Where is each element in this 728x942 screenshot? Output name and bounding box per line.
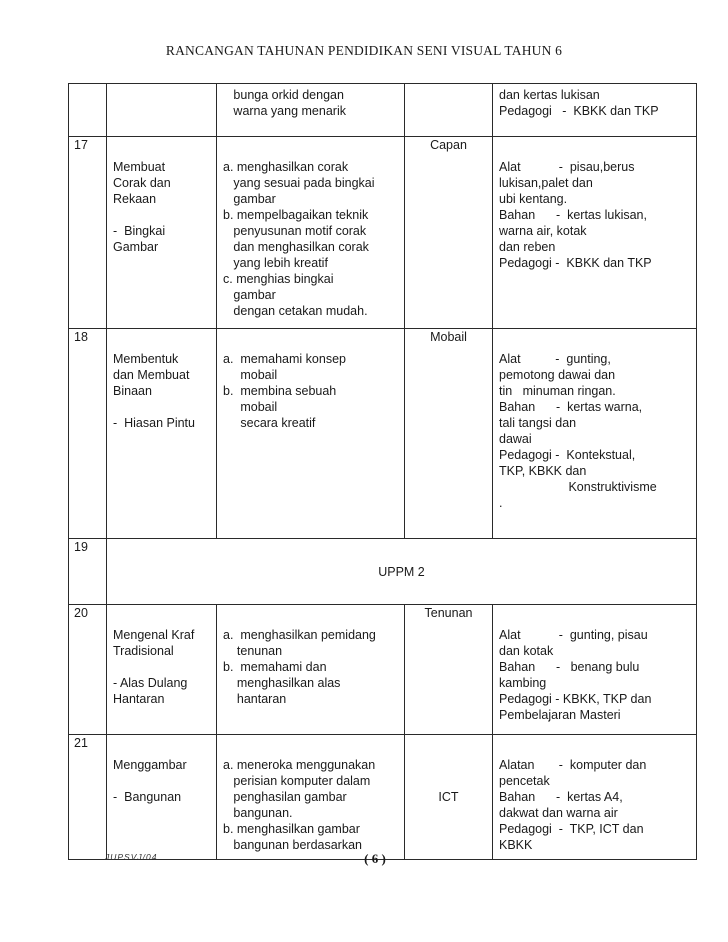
topic-line: Hantaran bbox=[113, 692, 165, 706]
topic-line bbox=[113, 773, 216, 789]
topic-line: Mengenal Kraf bbox=[113, 628, 195, 642]
resources-line: Pedagogi - TKP, ICT dan bbox=[499, 822, 644, 836]
objectives-line: b. mempelbagaikan teknik bbox=[223, 208, 369, 222]
resources-cell bbox=[493, 137, 697, 329]
topic-line: Gambar bbox=[113, 240, 159, 254]
week-number-cell: 20 bbox=[69, 605, 107, 735]
objectives-line: mobail bbox=[223, 368, 278, 382]
week-number-cell: 17 bbox=[69, 137, 107, 329]
resources-cell bbox=[493, 329, 697, 539]
page-header-title: RANCANGAN TAHUNAN PENDIDIKAN SENI VISUAL TAHUN 6 bbox=[165, 43, 563, 58]
resources-line: tali tangsi dan bbox=[499, 416, 577, 430]
objectives-line: b. menghasilkan gambar bbox=[223, 822, 360, 836]
resources-line: dawai bbox=[499, 432, 532, 446]
resources-line: Alat - gunting, pisau bbox=[499, 628, 648, 642]
footer-page-number: ( 6 ) bbox=[364, 851, 386, 866]
objectives-line: a. menghasilkan corak bbox=[223, 160, 349, 174]
objectives-line: a. menghasilkan pemidang bbox=[223, 628, 376, 642]
week-number-cell: 21 bbox=[69, 735, 107, 860]
resources-line: warna air, kotak bbox=[499, 224, 587, 238]
resources-line: kambing bbox=[499, 676, 547, 690]
activity-cell bbox=[405, 84, 493, 137]
resources-line: lukisan,palet dan bbox=[499, 176, 593, 190]
topic-line: - Alas Dulang bbox=[113, 676, 188, 690]
objectives-line: dengan cetakan mudah. bbox=[223, 304, 368, 318]
objectives-line: gambar bbox=[223, 192, 276, 206]
activity-cell: Mobail bbox=[405, 329, 493, 539]
week-number-cell: 19 bbox=[69, 539, 107, 605]
resources-line: TKP, KBKK dan bbox=[499, 464, 587, 478]
table-row bbox=[69, 84, 697, 137]
topic-line: Menggambar bbox=[113, 758, 187, 772]
topic-line bbox=[113, 399, 216, 415]
topic-cell bbox=[107, 605, 217, 735]
topic-line: Rekaan bbox=[113, 192, 157, 206]
topic-line: Membentuk bbox=[113, 352, 179, 366]
topic-line bbox=[113, 659, 216, 675]
resources-line: Bahan - benang bulu bbox=[499, 660, 640, 674]
objectives-line: gambar bbox=[223, 288, 276, 302]
objectives-line: yang lebih kreatif bbox=[223, 256, 328, 270]
table-row bbox=[69, 539, 697, 605]
resources-line: Pedagogi - KBKK dan TKP bbox=[499, 104, 659, 118]
objectives-cell bbox=[217, 735, 405, 860]
objectives-line: tenunan bbox=[223, 644, 283, 658]
resources-line: Alatan - komputer dan bbox=[499, 758, 647, 772]
table-row bbox=[69, 605, 697, 735]
objectives-line: b. membina sebuah bbox=[223, 384, 337, 398]
objectives-line: bangunan berdasarkan bbox=[223, 838, 362, 852]
resources-line: . bbox=[499, 496, 503, 510]
objectives-line: yang sesuai pada bingkai bbox=[223, 176, 375, 190]
objectives-line: bunga orkid dengan bbox=[223, 88, 344, 102]
objectives-line: a. meneroka menggunakan bbox=[223, 758, 376, 772]
footer-document-code: JUPSVJ/04 bbox=[105, 852, 158, 862]
objectives-cell bbox=[217, 605, 405, 735]
topic-line: dan Membuat bbox=[113, 368, 190, 382]
resources-line: ubi kentang. bbox=[499, 192, 568, 206]
topic-line: - Hiasan Pintu bbox=[113, 416, 195, 430]
activity-cell: Capan bbox=[405, 137, 493, 329]
activity-cell: Tenunan bbox=[405, 605, 493, 735]
topic-cell bbox=[107, 84, 217, 137]
objectives-line: c. menghias bingkai bbox=[223, 272, 334, 286]
annual-plan-table bbox=[68, 83, 697, 860]
resources-line: Bahan - kertas A4, bbox=[499, 790, 623, 804]
resources-line: tin minuman ringan. bbox=[499, 384, 616, 398]
topic-cell bbox=[107, 137, 217, 329]
topic-line bbox=[113, 207, 216, 223]
week-number-cell bbox=[69, 84, 107, 137]
resources-line: dan reben bbox=[499, 240, 556, 254]
objectives-line: penghasilan gambar bbox=[223, 790, 347, 804]
resources-line: Pedagogi - KBKK, TKP dan bbox=[499, 692, 652, 706]
objectives-line: b. memahami dan bbox=[223, 660, 327, 674]
resources-line: dan kotak bbox=[499, 644, 554, 658]
objectives-line: warna yang menarik bbox=[223, 104, 346, 118]
merged-assessment-cell: UPPM 2 bbox=[107, 539, 697, 605]
table-row bbox=[69, 735, 697, 860]
resources-line: Bahan - kertas lukisan, bbox=[499, 208, 647, 222]
topic-line: - Bingkai bbox=[113, 224, 166, 238]
topic-line: Corak dan bbox=[113, 176, 171, 190]
resources-line: Bahan - kertas warna, bbox=[499, 400, 643, 414]
resources-line: KBKK bbox=[499, 838, 533, 852]
topic-cell bbox=[107, 329, 217, 539]
resources-line: dan kertas lukisan bbox=[499, 88, 600, 102]
topic-cell bbox=[107, 735, 217, 860]
objectives-cell bbox=[217, 84, 405, 137]
table-row bbox=[69, 137, 697, 329]
objectives-line: penyusunan motif corak bbox=[223, 224, 367, 238]
resources-line: Alat - pisau,berus bbox=[499, 160, 635, 174]
objectives-line: mobail bbox=[223, 400, 278, 414]
objectives-cell bbox=[217, 137, 405, 329]
resources-line: Konstruktivisme bbox=[499, 480, 657, 494]
topic-line: Membuat bbox=[113, 160, 166, 174]
objectives-line: perisian komputer dalam bbox=[223, 774, 371, 788]
topic-line: - Bangunan bbox=[113, 790, 182, 804]
objectives-line: bangunan. bbox=[223, 806, 293, 820]
week-number-cell: 18 bbox=[69, 329, 107, 539]
table-row bbox=[69, 329, 697, 539]
objectives-line: menghasilkan alas bbox=[223, 676, 341, 690]
resources-line: Pedagogi - Kontekstual, bbox=[499, 448, 636, 462]
objectives-cell bbox=[217, 329, 405, 539]
objectives-line: secara kreatif bbox=[223, 416, 316, 430]
activity-cell: ICT bbox=[405, 735, 493, 860]
objectives-line: a. memahami konsep bbox=[223, 352, 346, 366]
resources-line: pemotong dawai dan bbox=[499, 368, 616, 382]
resources-line: Alat - gunting, bbox=[499, 352, 611, 366]
objectives-line: hantaran bbox=[223, 692, 287, 706]
resources-line: Pedagogi - KBKK dan TKP bbox=[499, 256, 652, 270]
resources-line: Pembelajaran Masteri bbox=[499, 708, 621, 722]
resources-cell bbox=[493, 84, 697, 137]
resources-cell bbox=[493, 735, 697, 860]
topic-line: Binaan bbox=[113, 384, 152, 398]
resources-cell bbox=[493, 605, 697, 735]
resources-line: pencetak bbox=[499, 774, 550, 788]
objectives-line: dan menghasilkan corak bbox=[223, 240, 369, 254]
topic-line: Tradisional bbox=[113, 644, 174, 658]
resources-line: dakwat dan warna air bbox=[499, 806, 618, 820]
